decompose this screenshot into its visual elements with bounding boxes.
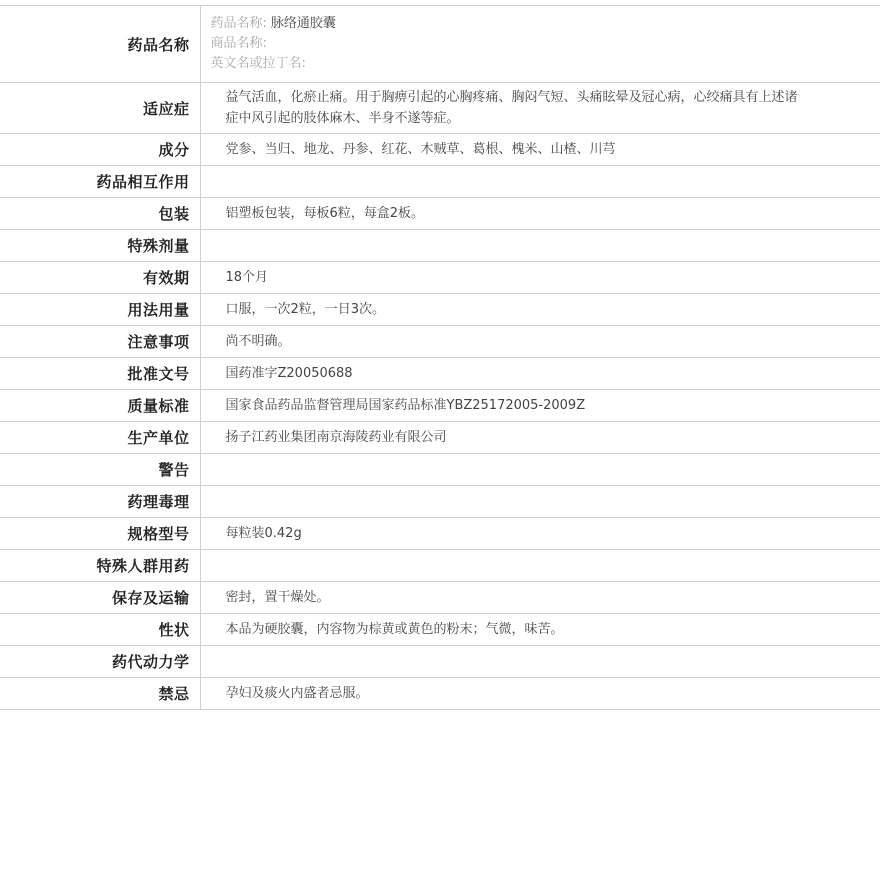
row-value [200, 230, 880, 262]
indication-text: 益气活血，化瘀止痛。用于胸痹引起的心胸疼痛、胸闷气短、头痛眩晕及冠心病，心绞痛具有上述诸症中风引起的肢体麻木、半身不遂等症。 [225, 90, 798, 126]
row-validity [0, 262, 880, 294]
row-value: 国家食品药品监督管理局国家药品标准YBZ25172005-2009Z [225, 398, 586, 413]
row-label: 质量标准 [0, 390, 200, 422]
row-label: 包装 [0, 198, 200, 230]
row-value [200, 166, 880, 198]
row-value: 本品为硬胶囊，内容物为棕黄或黄色的粉末；气微，味苦。 [225, 622, 564, 637]
row-label: 适应症 [0, 83, 200, 134]
row-toxicology [0, 486, 880, 518]
row-label: 性状 [0, 614, 200, 646]
generic-name-label: 药品名称: [210, 16, 267, 31]
row-label: 警告 [0, 454, 200, 486]
row-label: 用法用量 [0, 294, 200, 326]
row-value [200, 454, 880, 486]
row-label: 药品相互作用 [0, 166, 200, 198]
row-value [200, 646, 880, 678]
row-storage [0, 582, 880, 614]
english-name-label: 英文名或拉丁名: [210, 56, 306, 71]
row-label: 药代动力学 [0, 646, 200, 678]
row-value: 口服，一次2粒，一日3次。 [225, 302, 386, 317]
row-label: 特殊人群用药 [0, 550, 200, 582]
row-value: 铝塑板包装，每板6粒，每盒2板。 [225, 206, 425, 221]
row-label: 规格型号 [0, 518, 200, 550]
row-character [0, 614, 880, 646]
row-value [200, 550, 880, 582]
row-value: 尚不明确。 [225, 334, 291, 349]
row-special-dose [0, 230, 880, 262]
row-label: 有效期 [0, 262, 200, 294]
row-contraindications [0, 678, 880, 710]
row-label: 特殊剂量 [0, 230, 200, 262]
row-value: 扬子江药业集团南京海陵药业有限公司 [225, 430, 447, 445]
generic-name-value: 脉络通胶囊 [270, 16, 336, 31]
row-ingredients [0, 134, 880, 166]
row-spec [0, 518, 880, 550]
row-special-groups [0, 550, 880, 582]
row-warning [0, 454, 880, 486]
row-precautions [0, 326, 880, 358]
drug-names-cell [200, 6, 880, 83]
row-label: 禁忌 [0, 678, 200, 710]
row-pharmacokinetics [0, 646, 880, 678]
drug-spec-table [0, 5, 880, 710]
row-label: 注意事项 [0, 326, 200, 358]
row-interactions [0, 166, 880, 198]
row-label: 药理毒理 [0, 486, 200, 518]
row-label: 药品名称 [0, 6, 200, 83]
english-name-line [211, 54, 880, 74]
trade-name-line [211, 34, 880, 54]
row-value: 18个月 [225, 270, 269, 285]
row-drug-name [0, 6, 880, 83]
row-value: 每粒装0.42g [225, 526, 302, 541]
row-value [200, 83, 880, 134]
trade-name-label: 商品名称: [210, 36, 267, 51]
row-standard [0, 390, 880, 422]
row-value: 国药准字Z20050688 [225, 366, 353, 381]
row-approval [0, 358, 880, 390]
row-value: 孕妇及痰火内盛者忌服。 [225, 686, 369, 701]
row-label: 保存及运输 [0, 582, 200, 614]
row-label: 批准文号 [0, 358, 200, 390]
row-value: 党参、当归、地龙、丹参、红花、木贼草、葛根、槐米、山楂、川芎 [225, 142, 616, 157]
row-label: 生产单位 [0, 422, 200, 454]
row-indication [0, 83, 880, 134]
generic-name-line [211, 14, 880, 34]
row-value: 密封，置干燥处。 [225, 590, 330, 605]
row-label: 成分 [0, 134, 200, 166]
row-value [200, 486, 880, 518]
row-packaging [0, 198, 880, 230]
row-usage [0, 294, 880, 326]
row-manufacturer [0, 422, 880, 454]
